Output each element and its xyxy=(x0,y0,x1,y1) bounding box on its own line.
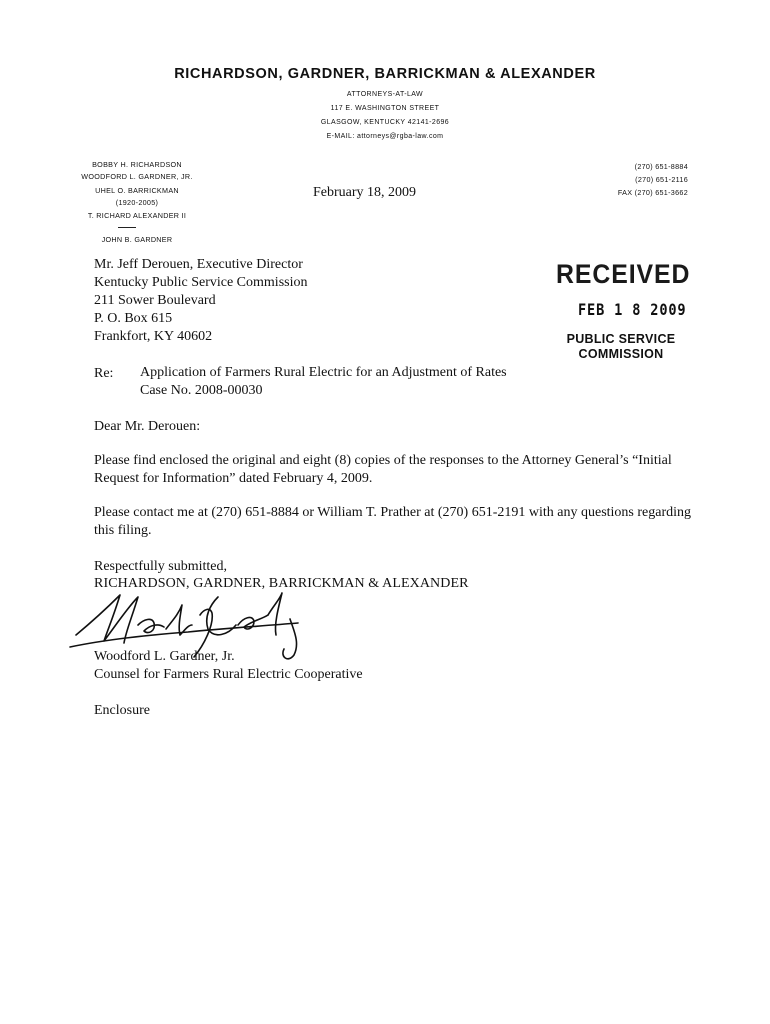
signer-name: Woodford L. Gardner, Jr. xyxy=(94,649,235,664)
firm-name: RICHARDSON, GARDNER, BARRICKMAN & ALEXANDER xyxy=(174,66,596,82)
partner-years: (1920-2005) xyxy=(115,198,159,207)
received-stamp-date: FEB 1 8 2009 xyxy=(578,300,687,319)
partner-name: T. RICHARD ALEXANDER II xyxy=(87,211,187,220)
signer-title: Counsel for Farmers Rural Electric Cooperative xyxy=(94,667,363,682)
partner-divider xyxy=(118,227,136,228)
letter-date: February 18, 2009 xyxy=(313,185,417,200)
recipient-line: P. O. Box 615 xyxy=(94,311,173,326)
partner-name: UHEL O. BARRICKMAN xyxy=(95,186,179,195)
partner-name: WOODFORD L. GARDNER, JR. xyxy=(81,172,193,181)
re-subject: Application of Farmers Rural Electric for an Adjustment of Rates xyxy=(140,365,507,380)
received-stamp: RECEIVED xyxy=(556,259,691,289)
phone-number: (270) 651-8884 xyxy=(634,162,688,171)
fax-number: FAX (270) 651-3662 xyxy=(617,188,688,197)
closing-firm: RICHARDSON, GARDNER, BARRICKMAN & ALEXANDER xyxy=(94,576,469,591)
closing: Respectfully submitted, xyxy=(94,559,227,574)
enclosure-note: Enclosure xyxy=(94,703,150,718)
firm-subtitle: ATTORNEYS-AT-LAW xyxy=(346,91,424,98)
firm-street: 117 E. WASHINGTON STREET xyxy=(330,105,440,112)
partner-name: BOBBY H. RICHARDSON xyxy=(92,160,182,169)
stamp-agency: COMMISSION xyxy=(578,347,664,361)
stamp-agency: PUBLIC SERVICE xyxy=(566,332,676,346)
firm-city: GLASGOW, KENTUCKY 42141-2696 xyxy=(320,119,450,126)
recipient-line: Mr. Jeff Derouen, Executive Director xyxy=(94,257,303,272)
phone-number: (270) 651-2116 xyxy=(635,175,688,184)
body-paragraph: Please find enclosed the original and eight (8) copies of the responses to the Attorney General’s “Initial Request for Information” dated February 4, 2009. xyxy=(94,453,672,486)
re-case-number: Case No. 2008-00030 xyxy=(140,383,263,398)
partner-name: JOHN B. GARDNER xyxy=(101,235,173,244)
firm-email: E-MAIL: attorneys@rgba-law.com xyxy=(326,133,444,140)
body-paragraph: Please contact me at (270) 651-8884 or William T. Prather at (270) 651-2191 with any questions regarding this filing. xyxy=(94,505,692,538)
recipient-line: Kentucky Public Service Commission xyxy=(94,275,308,290)
recipient-line: Frankfort, KY 40602 xyxy=(94,329,213,344)
recipient-line: 211 Sower Boulevard xyxy=(94,293,216,308)
salutation: Dear Mr. Derouen: xyxy=(94,419,201,434)
re-label: Re: xyxy=(94,366,114,381)
